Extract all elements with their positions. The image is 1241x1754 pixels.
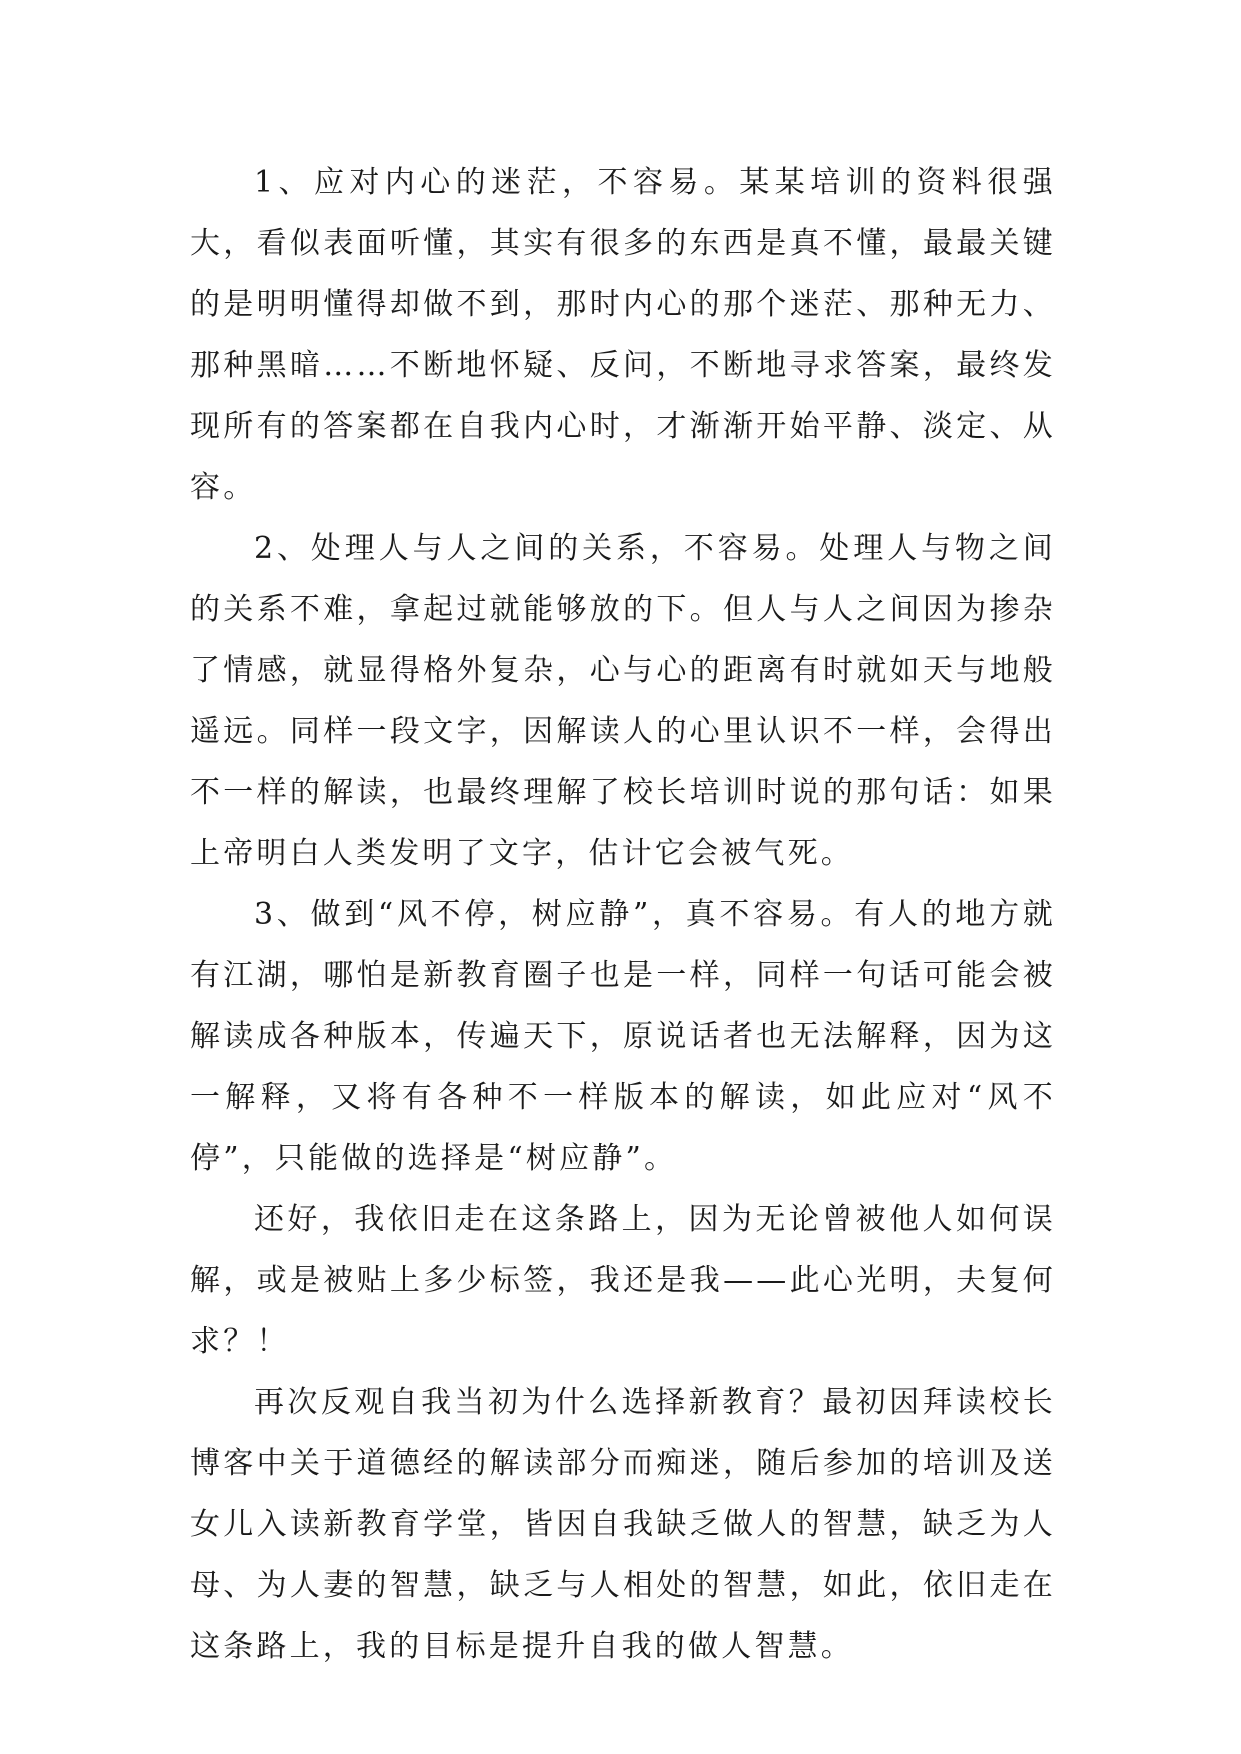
paragraph-point-2: 2、处理人与人之间的关系，不容易。处理人与物之间的关系不难，拿起过就能够放的下。但人与人之间因为掺杂了情感，就显得格外复杂，心与心的距离有时就如天与地般遥远。同样一段文字，因解读人的心里认识不一样，会得出不一样的解读，也最终理解了校长培训时说的那句话：如果上帝明白人类发明了文字，估计它会被气死。 (190, 531, 1056, 871)
paragraph-point-1: 1、应对内心的迷茫，不容易。某某培训的资料很强大，看似表面听懂，其实有很多的东西是真不懂，最最关键的是明明懂得却做不到，那时内心的那个迷茫、那种无力、那种黑暗……不断地怀疑、反问，不断地寻求答案，最终发现所有的答案都在自我内心时，才渐渐开始平静、淡定、从容。 (190, 165, 1056, 505)
paragraph-point-3: 3、做到“风不停，树应静”，真不容易。有人的地方就有江湖，哪怕是新教育圈子也是一样，同样一句话可能会被解读成各种版本，传遍天下，原说话者也无法解释，因为这一解释，又将有各种不一样版本的解读，如此应对“风不停”，只能做的选择是“树应静”。 (190, 897, 1056, 1176)
paragraph-still-on-road: 还好，我依旧走在这条路上，因为无论曾被他人如何误解，或是被贴上多少标签，我还是我——此心光明，夫复何求？！ (190, 1202, 1056, 1359)
paragraph-reflection: 再次反观自我当初为什么选择新教育？最初因拜读校长博客中关于道德经的解读部分而痴迷，随后参加的培训及送女儿入读新教育学堂，皆因自我缺乏做人的智慧，缺乏为人母、为人妻的智慧，缺乏与人相处的智慧，如此，依旧走在这条路上，我的目标是提升自我的做人智慧。 (190, 1385, 1056, 1664)
document-body (190, 152, 1056, 1677)
